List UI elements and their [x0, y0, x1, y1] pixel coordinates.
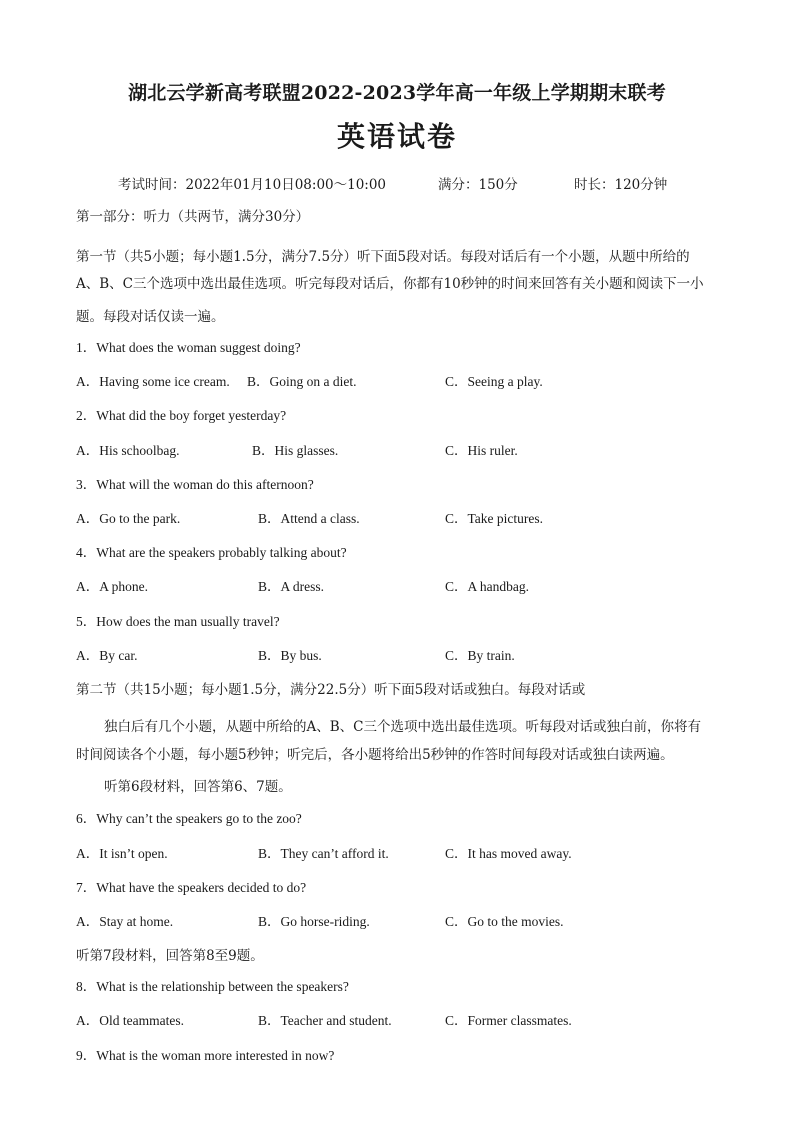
option-a: A．Go to the park.: [76, 511, 181, 526]
material-6-note: 听第6段材料，回答第6、7题。: [104, 779, 292, 795]
option-c: C．Seeing a play.: [445, 374, 543, 389]
question-stem: 8．What is the relationship between the speakers?: [76, 979, 349, 994]
exam-duration: 时长：120分钟: [574, 177, 668, 193]
section1-intro-line2: A、B、C三个选项中选出最佳选项。听完每段对话后，你都有10秒钟的时间来回答有关小题和阅读下一小: [76, 276, 704, 292]
option-c: C．By train.: [445, 648, 515, 663]
option-c: C．A handbag.: [445, 579, 529, 594]
option-b: B．Going on a diet.: [247, 374, 357, 389]
option-a: A．It isn’t open.: [76, 846, 168, 861]
exam-info: [118, 173, 738, 193]
exam-time: 考试时间：2022年01月10日08:00～10:00: [118, 177, 387, 193]
question-stem: 5．How does the man usually travel?: [76, 614, 280, 629]
section2-intro-line3: 时间阅读各个小题，每小题5秒钟；听完后，各小题将给出5秒钟的作答时间每段对话或独白读两遍。: [76, 747, 674, 763]
option-a: A．Having some ice cream.: [76, 374, 230, 389]
section1-intro-line1: 第一节（共5小题；每小题1.5分，满分7.5分）听下面5段对话。每段对话后有一个小题，从题中所给的: [76, 249, 690, 265]
question-stem: 2．What did the boy forget yesterday?: [76, 408, 287, 423]
option-b: B．Attend a class.: [258, 511, 360, 526]
option-b: B．A dress.: [258, 579, 325, 594]
option-b: B．They can’t afford it.: [258, 846, 389, 861]
option-a: A．His schoolbag.: [76, 443, 180, 458]
option-b: B．Teacher and student.: [258, 1013, 392, 1028]
option-b: B．Go horse-riding.: [258, 914, 370, 929]
section1-intro-line3: 题。每段对话仅读一遍。: [76, 309, 225, 325]
material-7-note: 听第7段材料，回答第8至9题。: [76, 948, 264, 964]
option-c: C．Take pictures.: [445, 511, 544, 526]
option-a: A．Old teammates.: [76, 1013, 184, 1028]
question-stem: 3．What will the woman do this afternoon?: [76, 477, 314, 492]
option-b: B．His glasses.: [252, 443, 339, 458]
question-stem: 4．What are the speakers probably talking about?: [76, 545, 347, 560]
section2-intro-line1: 第二节（共15小题；每小题1.5分，满分22.5分）听下面5段对话或独白。每段对话或: [76, 682, 586, 698]
option-a: A．Stay at home.: [76, 914, 174, 929]
option-c: C．Former classmates.: [445, 1013, 572, 1028]
question-stem: 7．What have the speakers decided to do?: [76, 880, 307, 895]
option-c: C．Go to the movies.: [445, 914, 564, 929]
option-c: C．It has moved away.: [445, 846, 572, 861]
option-b: B．By bus.: [258, 648, 322, 663]
section2-intro-line2: 独白后有几个小题，从题中所给的A、B、C三个选项中选出最佳选项。听每段对话或独白前，你将有: [104, 719, 701, 735]
question-stem: 9．What is the woman more interested in now?: [76, 1048, 335, 1063]
option-c: C．His ruler.: [445, 443, 518, 458]
option-a: A．A phone.: [76, 579, 148, 594]
subject-title: 英语试卷: [336, 120, 457, 153]
option-a: A．By car.: [76, 648, 138, 663]
question-stem: 1．What does the woman suggest doing?: [76, 340, 301, 355]
part1-heading: 第一部分：听力（共两节，满分30分）: [76, 209, 310, 225]
question-stem: 6．Why can’t the speakers go to the zoo?: [76, 811, 302, 826]
exam-score: 满分：150分: [438, 177, 518, 193]
exam-title: 湖北云学新高考联盟2022-2023学年高一年级上学期期末联考: [128, 82, 666, 104]
